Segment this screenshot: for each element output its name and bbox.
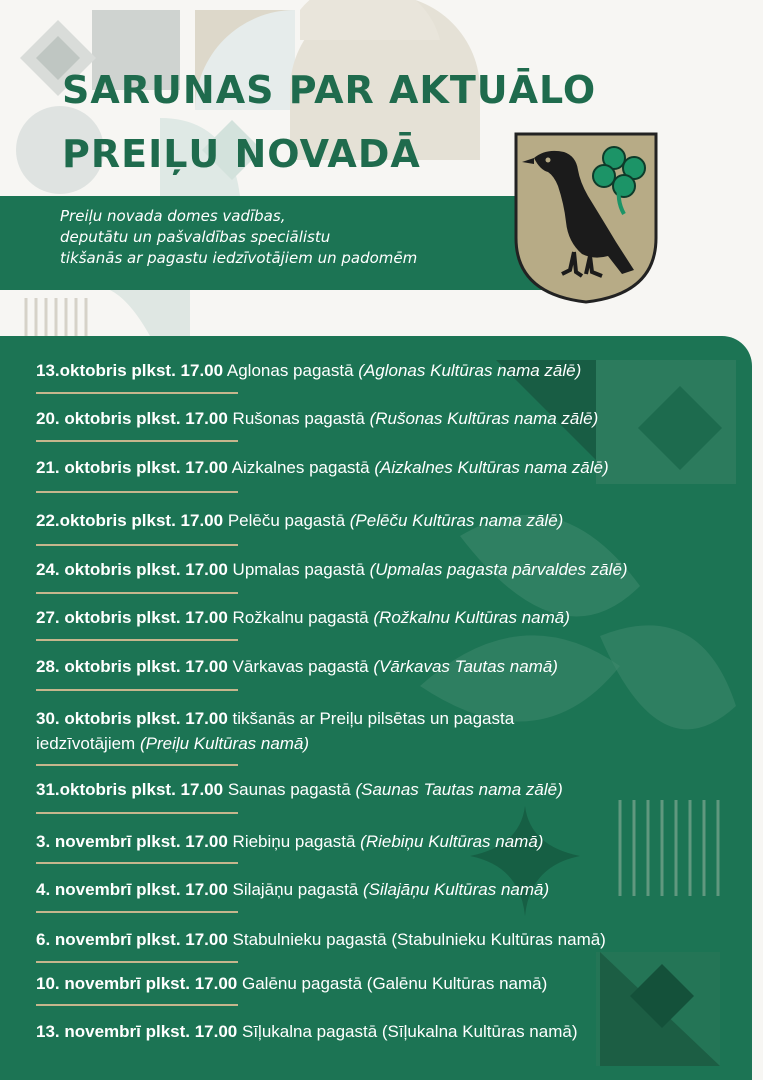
event-date: 13. novembrī plkst. 17.00 — [36, 1022, 238, 1041]
subtitle — [60, 206, 417, 269]
list-item — [36, 777, 741, 802]
event-venue: (Pelēču Kultūras nama zālē) — [349, 511, 564, 530]
title-line-2: PREIĻU NOVADĀ — [62, 132, 421, 176]
event-venue: (Aizkalnes Kultūras nama zālē) — [374, 458, 609, 477]
event-date: 3. novembrī plkst. 17.00 — [36, 832, 228, 851]
event-place: Sīļukalna pagastā — [242, 1022, 378, 1041]
divider — [36, 764, 238, 766]
divider — [36, 392, 238, 394]
event-date: 10. novembrī plkst. 17.00 — [36, 974, 238, 993]
event-venue: (Rožkalnu Kultūras namā) — [373, 608, 570, 627]
event-venue: (Preiļu Kultūras namā) — [139, 734, 310, 753]
list-item — [36, 927, 741, 952]
schedule-panel — [0, 336, 752, 1080]
divider — [36, 440, 238, 442]
subtitle-line-2: deputātu un pašvaldības speciālistu — [60, 228, 331, 246]
subtitle-line-1: Preiļu novada domes vadības, — [60, 207, 286, 225]
title-line-1: SARUNAS PAR AKTUĀLO — [62, 68, 597, 112]
event-venue: (Saunas Tautas nama zālē) — [355, 780, 563, 799]
event-venue: (Rušonas Kultūras nama zālē) — [369, 409, 599, 428]
vertical-stripes-pattern — [26, 298, 86, 336]
event-place: tikšanās ar Preiļu pilsētas un pagasta iedzīvotājiem — [36, 709, 515, 753]
list-item — [36, 1019, 741, 1044]
event-place: Rožkalnu pagastā — [232, 608, 369, 627]
event-date: 21. oktobris plkst. 17.00 — [36, 458, 228, 477]
event-venue: (Sīļukalna Kultūras namā) — [381, 1022, 578, 1041]
event-venue: (Silajāņu Kultūras namā) — [363, 880, 550, 899]
event-date: 28. oktobris plkst. 17.00 — [36, 657, 228, 676]
list-item — [36, 508, 741, 533]
event-place: Stabulnieku pagastā — [232, 930, 387, 949]
list-item — [36, 654, 741, 679]
event-date: 31.oktobris plkst. 17.00 — [36, 780, 224, 799]
event-date: 6. novembrī plkst. 17.00 — [36, 930, 228, 949]
event-venue: (Riebiņu Kultūras namā) — [360, 832, 544, 851]
list-item — [36, 877, 741, 902]
list-item — [36, 455, 741, 480]
event-date: 27. oktobris plkst. 17.00 — [36, 608, 228, 627]
event-date: 20. oktobris plkst. 17.00 — [36, 409, 228, 428]
divider — [36, 491, 238, 493]
divider — [36, 544, 238, 546]
list-item — [36, 406, 741, 431]
event-place: Riebiņu pagastā — [232, 832, 356, 851]
event-place: Saunas pagastā — [227, 780, 351, 799]
divider — [36, 1004, 238, 1006]
event-place: Aizkalnes pagastā — [231, 458, 370, 477]
event-date: 24. oktobris plkst. 17.00 — [36, 560, 228, 579]
list-item — [36, 557, 741, 582]
event-place: Silajāņu pagastā — [232, 880, 359, 899]
divider — [36, 639, 238, 641]
list-item — [36, 358, 741, 383]
event-place: Pelēču pagastā — [227, 511, 346, 530]
event-date: 30. oktobris plkst. 17.00 — [36, 709, 228, 728]
event-venue: (Vārkavas Tautas namā) — [373, 657, 558, 676]
list-item — [36, 706, 596, 756]
event-place: Vārkavas pagastā — [232, 657, 369, 676]
event-venue: (Stabulnieku Kultūras namā) — [391, 930, 606, 949]
event-venue: (Upmalas pagasta pārvaldes zālē) — [369, 560, 628, 579]
divider — [36, 812, 238, 814]
event-date: 4. novembrī plkst. 17.00 — [36, 880, 228, 899]
list-item — [36, 605, 741, 630]
event-date: 22.oktobris plkst. 17.00 — [36, 511, 224, 530]
divider — [36, 689, 238, 691]
list-item — [36, 971, 741, 996]
event-date: 13.oktobris plkst. 17.00 — [36, 361, 224, 380]
subtitle-line-3: tikšanās ar pagastu iedzīvotājiem un padomēm — [60, 249, 418, 267]
list-item — [36, 829, 741, 854]
event-place: Rušonas pagastā — [232, 409, 365, 428]
divider — [36, 862, 238, 864]
event-venue: (Aglonas Kultūras nama zālē) — [358, 361, 582, 380]
raven-and-clover-crest-icon — [512, 130, 660, 306]
divider — [36, 592, 238, 594]
divider — [36, 911, 238, 913]
event-venue: (Galēnu Kultūras namā) — [366, 974, 548, 993]
event-place: Aglonas pagastā — [226, 361, 354, 380]
event-place: Upmalas pagastā — [232, 560, 365, 579]
divider — [36, 961, 238, 963]
event-place: Galēnu pagastā — [242, 974, 363, 993]
